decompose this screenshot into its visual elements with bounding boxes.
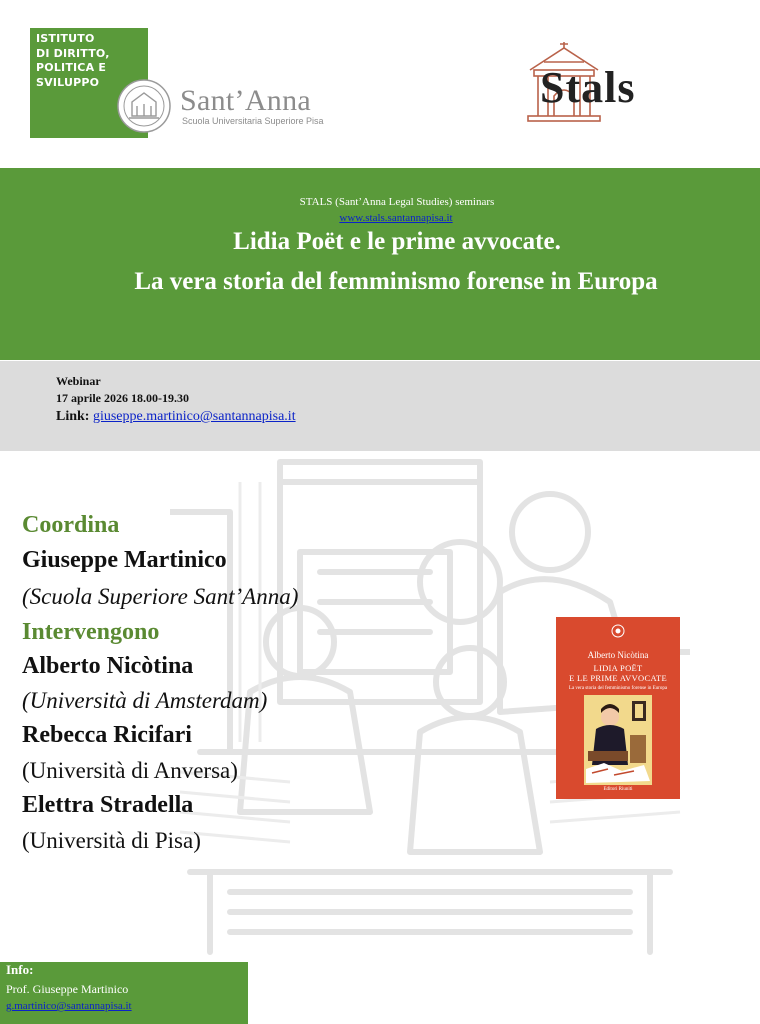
speaker-name: Elettra Stradella <box>22 792 194 818</box>
speaker-affiliation: (Università di Anversa) <box>22 758 238 783</box>
info-email-link[interactable]: g.martinico@santannapisa.it <box>6 1000 132 1012</box>
publisher-mark-icon <box>611 624 625 638</box>
book-title-line: LIDIA POËT <box>593 663 643 673</box>
speaker-affiliation: (Università di Amsterdam) <box>22 688 268 713</box>
event-link[interactable]: giuseppe.martinico@santannapisa.it <box>92 409 296 424</box>
book-title-line: E LE PRIME AVVOCATE <box>569 673 667 683</box>
speaker-name: Rebecca Ricifari <box>22 722 192 748</box>
event-subtitle: La vera storia del femminismo forense in Europa <box>134 268 658 295</box>
book-publisher: Editori Riuniti <box>603 787 633 792</box>
coordinator-affiliation: (Scuola Superiore Sant’Anna) <box>22 584 299 609</box>
institute-line: DI DIRITTO, <box>36 46 110 60</box>
info-contact: Prof. Giuseppe Martinico <box>6 982 129 996</box>
event-details-band <box>0 361 760 451</box>
coordinator-name: Giuseppe Martinico <box>22 547 227 573</box>
institute-line: POLITICA E <box>36 61 107 74</box>
stals-logo: Stals <box>540 63 636 112</box>
coordinator-heading: Coordina <box>22 512 120 538</box>
book-subtitle: La vera storia del femminismo forense in Europa <box>568 686 668 691</box>
event-link-row <box>56 409 296 425</box>
university-subtitle: Scuola Universitaria Superiore Pisa <box>182 116 324 126</box>
series-website-link[interactable]: www.stals.santannapisa.it <box>339 212 453 224</box>
university-name: Sant’Anna <box>180 84 312 117</box>
institute-line: SVILUPPO <box>36 75 100 89</box>
event-format: Webinar <box>56 374 101 388</box>
institute-line: ISTITUTO <box>36 32 95 45</box>
speaker-name: Alberto Nicòtina <box>22 653 194 679</box>
book-author: Alberto Nicòtina <box>587 650 649 660</box>
seminar-series: STALS (Sant’Anna Legal Studies) seminars <box>299 196 495 208</box>
book-title <box>556 663 680 683</box>
book-cover-illustration <box>584 695 652 785</box>
university-seal-icon <box>116 78 172 134</box>
speakers-heading: Intervengono <box>22 619 160 645</box>
info-heading: Info: <box>6 962 34 977</box>
event-date: 17 aprile 2026 18.00-19.30 <box>56 391 189 405</box>
event-title: Lidia Poët e le prime avvocate. <box>233 228 561 255</box>
event-link-label: Link: <box>56 409 90 424</box>
speaker-affiliation: (Università di Pisa) <box>22 828 201 853</box>
